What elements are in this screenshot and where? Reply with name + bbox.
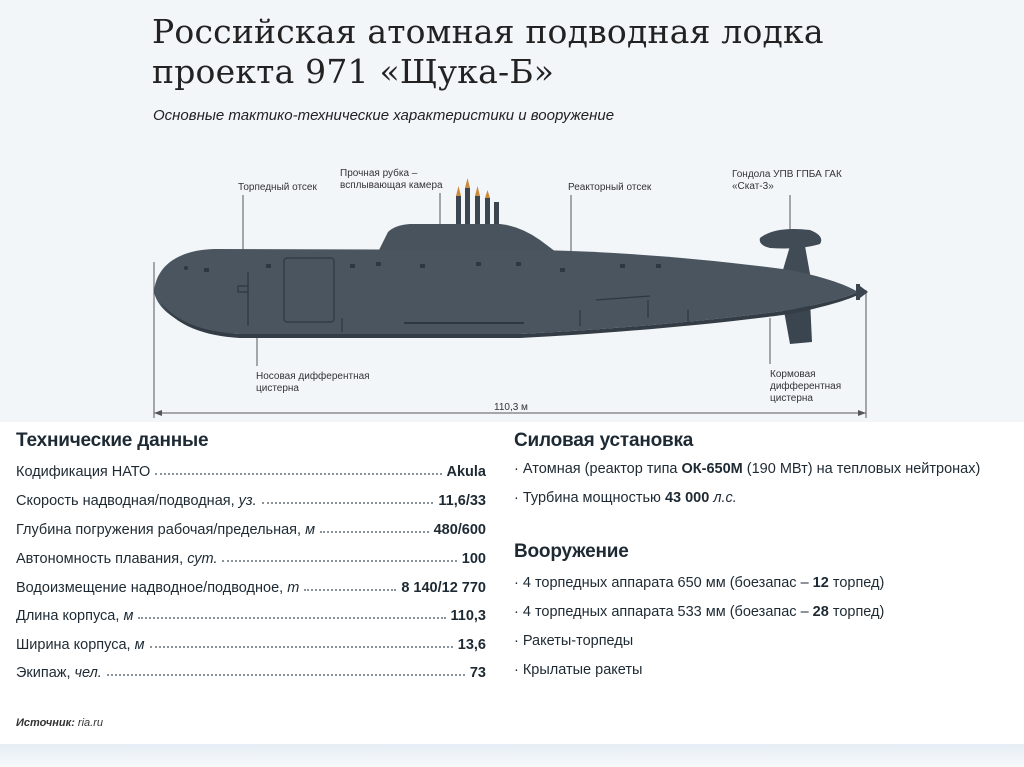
spec-label: Длина корпуса, м bbox=[16, 608, 134, 624]
power-plant-heading: Силовая установка bbox=[514, 430, 694, 451]
spec-row-speed bbox=[16, 485, 486, 509]
callout-conning-line-1: Прочная рубка – bbox=[340, 168, 418, 179]
spec-value: 8 140/12 770 bbox=[401, 580, 486, 596]
spec-label: Глубина погружения рабочая/предельная, м bbox=[16, 522, 316, 538]
callout-stern-tank bbox=[770, 369, 841, 405]
page-subtitle: Основные тактико-технические характеристики и вооружение bbox=[153, 107, 615, 124]
armament-heading: Вооружение bbox=[514, 541, 629, 562]
leader-dots bbox=[107, 673, 465, 676]
callout-bow-tank bbox=[256, 371, 370, 395]
spec-row-displacement bbox=[16, 572, 486, 596]
spec-row-length bbox=[16, 600, 486, 624]
spec-row-autonomy bbox=[16, 543, 486, 567]
callout-gondola-line-2: «Скат-3» bbox=[732, 181, 774, 192]
callout-torpedo-section: Торпедный отсек bbox=[238, 182, 317, 193]
leader-dots bbox=[320, 530, 429, 533]
bottom-strip bbox=[0, 744, 1024, 767]
spec-value: 73 bbox=[469, 665, 486, 681]
armament-item-rocket-torpedoes: · Ракеты-торпеды bbox=[514, 633, 634, 649]
callout-reactor: Реакторный отсек bbox=[568, 182, 652, 193]
armament-item-533: · 4 торпедных аппарата 533 мм (боезапас – 28 торпед) bbox=[514, 604, 885, 620]
leader-dots bbox=[155, 472, 441, 475]
callout-gondola-line-1: Гондола УПВ ГПБА ГАК bbox=[732, 169, 842, 180]
leader-dots bbox=[222, 559, 456, 562]
title-line-2: проекта 971 «Щука-Б» bbox=[152, 52, 555, 91]
source-note: Источник: ria.ru bbox=[16, 717, 103, 729]
spec-label: Кодификация НАТО bbox=[16, 464, 151, 480]
leader-dots bbox=[262, 501, 434, 504]
leader-dots bbox=[304, 588, 396, 591]
spec-row-crew bbox=[16, 657, 486, 681]
power-item-turbine: · Турбина мощностью 43 000 л.с. bbox=[514, 490, 737, 506]
callout-gondola bbox=[732, 169, 842, 193]
spec-value: 110,3 bbox=[450, 608, 486, 624]
spec-row-depth bbox=[16, 514, 486, 538]
leader-dots bbox=[138, 616, 445, 619]
power-item-reactor: · Атомная (реактор типа ОК-650М (190 МВт) на тепловых нейтронах) bbox=[514, 461, 981, 477]
spec-row-width bbox=[16, 629, 486, 653]
spec-value: 11,6/33 bbox=[438, 493, 486, 509]
callout-stern-tank-line-1: Кормовая bbox=[770, 369, 816, 380]
spec-value: 480/600 bbox=[433, 522, 486, 538]
callout-bow-tank-line-1: Носовая дифферентная bbox=[256, 371, 370, 382]
callout-stern-tank-line-2: дифферентная bbox=[770, 381, 842, 392]
leader-dots bbox=[150, 645, 453, 648]
callout-stern-tank-line-3: цистерна bbox=[770, 393, 813, 404]
length-dimension-label: 110,3 м bbox=[494, 402, 528, 413]
submarine-diagram bbox=[0, 150, 1024, 422]
spec-value: 13,6 bbox=[457, 637, 486, 653]
spec-label: Скорость надводная/подводная, уз. bbox=[16, 493, 257, 509]
spec-label: Автономность плавания, сут. bbox=[16, 551, 218, 567]
spec-label: Ширина корпуса, м bbox=[16, 637, 145, 653]
spec-value: 100 bbox=[461, 551, 486, 567]
masts bbox=[456, 178, 499, 226]
armament-item-cruise-missiles: · Крылатые ракеты bbox=[514, 662, 643, 678]
tech-data-heading: Технические данные bbox=[16, 430, 209, 451]
spec-row-nato bbox=[16, 456, 486, 480]
spec-label: Экипаж, чел. bbox=[16, 665, 102, 681]
callout-conning-tower bbox=[340, 168, 443, 192]
armament-item-650: · 4 торпедных аппарата 650 мм (боезапас – 12 торпед) bbox=[514, 575, 885, 591]
callout-conning-line-2: всплывающая камера bbox=[340, 180, 443, 191]
callout-bow-tank-line-2: цистерна bbox=[256, 383, 299, 394]
spec-label: Водоизмещение надводное/подводное, т bbox=[16, 580, 300, 596]
title-line-1: Российская атомная подводная лодка bbox=[152, 12, 824, 51]
spec-value: Akula bbox=[446, 464, 486, 480]
page-title bbox=[152, 12, 912, 92]
